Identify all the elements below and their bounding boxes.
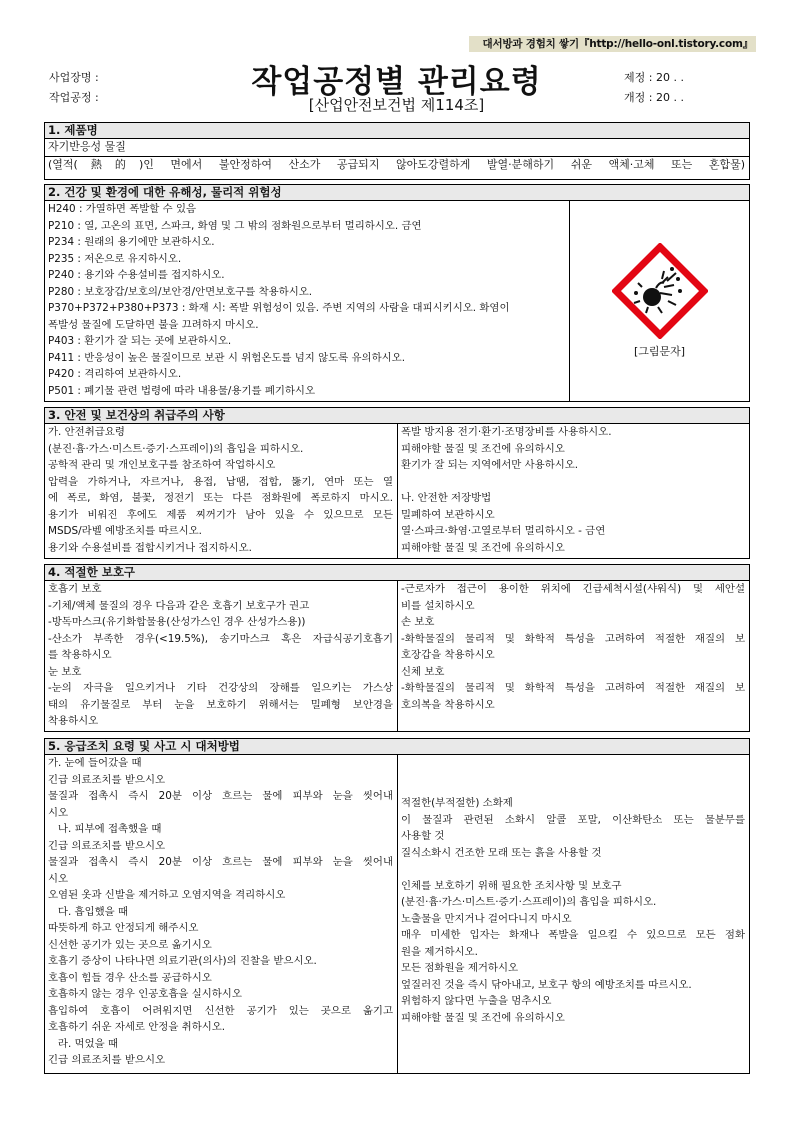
hazard-line: H240 : 가열하면 폭발할 수 있음 (48, 203, 197, 215)
text-line: -방독마스크(유기화합물용(산성가스인 경우 산성가스용)) (48, 616, 306, 628)
product-description: (열적(熱的)인 면에서 불안정하여 산소가 공급되지 않아도강렬하게 발열·분해하기 쉬운 액체·고체 또는 혼합물) (45, 156, 749, 174)
text-line: 이 물질과 관련된 소화시 알콜 포말, 이산화탄소 또는 물분무를 (401, 813, 745, 826)
hazard-line: P370+P372+P380+P373 : 화재 시: 폭발 위험성이 있음. 주변 지역의 사람을 대피시키시오. 화염이 (48, 302, 510, 314)
text-line: -산소가 부족한 경우(<19.5%), 송기마스크 혹은 자급식공기호흡기 (48, 632, 393, 645)
text-line: 를 착용하시오 (48, 649, 112, 661)
text-line: MSDS/라벨 예방조치를 따르시오. (48, 525, 202, 537)
hazard-line: P280 : 보호장갑/보호의/보안경/안면보호구를 착용하시오. (48, 285, 313, 298)
text-line: 물질과 접촉시 즉시 20분 이상 흐르는 물에 피부와 눈을 씻어내 (48, 856, 393, 868)
text-line (398, 474, 749, 491)
text-line: 가. 안전취급요령 (48, 426, 125, 438)
source-banner: 대서방과 경험치 쌓기『http://hello-onl.tistory.com』 (469, 36, 756, 52)
exploding-bomb-ghs-icon (612, 243, 708, 339)
text-line: 나. 피부에 접촉했을 때 (48, 823, 162, 835)
text-line: 태의 유기물질로 부터 눈을 보호하기 위해서는 밀폐형 보안경을 (48, 698, 393, 711)
text-line: 폭발 방지용 전기·환기·조명장비를 사용하시오. (401, 426, 612, 438)
text-line: -화학물질의 물리적 및 화학적 특성을 고려하여 적절한 재질의 보 (401, 682, 745, 694)
first-aid-right-column (397, 755, 749, 1074)
section-first-aid (44, 738, 750, 1074)
pictogram-label: [그림문자] (633, 345, 686, 358)
text-line: -기체/액체 물질의 경우 다음과 같은 호흡기 보호구가 권고 (48, 599, 310, 612)
text-line: 사용할 것 (401, 830, 445, 842)
text-line: 긴급 의료조치를 받으시오 (48, 839, 166, 852)
text-line: 인체를 보호하기 위해 필요한 조치사항 및 보호구 (401, 879, 622, 892)
text-line: 적절한(부적절한) 소화제 (401, 797, 513, 809)
handling-right-column (397, 424, 749, 559)
workplace-label: 사업장명 : (49, 71, 99, 84)
text-line: 피해야할 물질 및 조건에 유의하시오 (401, 541, 565, 554)
text-line: 착용하시오 (48, 715, 99, 727)
text-line: 오염된 옷과 신발을 제거하고 오염지역을 격리하시오 (48, 889, 286, 901)
text-line: 호흡하지 않는 경우 인공호흡을 실시하시오 (48, 988, 242, 1000)
text-line: 손 보호 (401, 616, 435, 628)
text-line: 호의복을 착용하시오 (401, 698, 495, 711)
hazard-line: P420 : 격리하여 보관하시오. (48, 368, 182, 380)
text-line: 환기가 잘 되는 지역에서만 사용하시오. (401, 459, 579, 471)
text-line: 매우 미세한 입자는 화재나 폭발을 일으킬 수 있으므로 모든 점화 (401, 929, 745, 941)
text-line: 위험하지 않다면 누출을 멈추시오 (401, 995, 552, 1007)
hazard-line: 폭발성 물질에 도달하면 불을 끄려하지 마시오. (48, 318, 259, 331)
hazard-line: P501 : 폐기물 관련 법령에 따라 내용물/용기를 폐기하시오 (48, 384, 316, 397)
text-line: 따뜻하게 하고 안정되게 해주시오 (48, 922, 199, 934)
text-line: 모든 점화원을 제거하시오 (401, 962, 519, 974)
section-protective-equipment (44, 564, 750, 732)
text-line: 긴급 의료조치를 받으시오 (48, 773, 166, 786)
hazard-line: P403 : 환기가 잘 되는 곳에 보관하시오. (48, 335, 232, 347)
revise-date-label: 개정 : 20 . . (624, 91, 684, 104)
hazard-line: P240 : 용기와 수용설비를 접지하시오. (48, 269, 225, 281)
product-name: 자기반응성 물질 (48, 140, 126, 153)
text-line: 호장갑을 착용하시오 (401, 649, 495, 661)
text-line: 호흡이 힘들 경우 산소를 공급하시오 (48, 971, 212, 984)
text-line: 시오 (48, 806, 69, 819)
text-line (398, 861, 749, 878)
ppe-left-column (45, 581, 397, 732)
text-line: -화학물질의 물리적 및 화학적 특성을 고려하여 적절한 재질의 보 (401, 632, 745, 645)
section-hazards (44, 184, 750, 402)
section-heading: 2. 건강 및 환경에 대한 유해성, 물리적 위험성 (45, 185, 749, 201)
text-line: -눈의 자극을 일으키거나 기타 건강상의 장해를 일으키는 가스상 (48, 682, 393, 694)
text-line: 호흡하기 쉬운 자세로 안정을 취하시오. (48, 1021, 226, 1033)
process-label: 작업공정 : (49, 91, 99, 104)
pictogram-panel (569, 201, 749, 402)
text-line: 호흡기 증상이 나타나면 의료기관(의사)의 진찰을 받으시오. (48, 955, 317, 967)
section-heading: 3. 안전 및 보건상의 취급주의 사항 (45, 408, 749, 424)
text-line: 원을 제거하시오. (401, 945, 478, 958)
text-line: 에 폭로, 화염, 불꽃, 정전기 또는 다른 점화원에 폭로하지 마시오. (48, 492, 393, 504)
text-line: 호흡기 보호 (48, 583, 102, 595)
text-line: 신선한 공기가 있는 곳으로 옮기시오 (48, 938, 212, 951)
section-product-name (44, 122, 750, 180)
enact-date-label: 제정 : 20 . . (624, 71, 684, 84)
handling-left-column (45, 424, 397, 559)
text-line: 흡입하여 호흡이 어려워지면 신선한 공기가 있는 곳으로 옮기고 (48, 1004, 393, 1017)
hazard-line: P210 : 열, 고온의 표면, 스파크, 화염 및 그 밖의 점화원으로부터 멀리하시오. 금연 (48, 219, 422, 232)
first-aid-left-column (45, 755, 397, 1074)
text-line: (분진·흄·가스·미스트·증기·스프레이)의 흡입을 피하시오. (401, 896, 657, 908)
page-subtitle: [산업안전보건법 제114조] (308, 96, 485, 114)
hazard-line: P235 : 저온으로 유지하시오. (48, 252, 182, 265)
hazard-line: P234 : 원래의 용기에만 보관하시오. (48, 236, 215, 248)
text-line: 용기가 비워진 후에도 제품 찌꺼기가 남아 있을 수 있으므로 모든 (48, 508, 393, 521)
page-title: 작업공정별 관리요령 (251, 64, 542, 100)
hazard-statements (45, 201, 569, 402)
text-line: 질식소화시 건조한 모래 또는 흙을 사용할 것 (401, 846, 602, 859)
text-line: 용기와 수용설비를 접합시키거나 접지하시오. (48, 541, 252, 554)
text-line: 밀폐하여 보관하시오 (401, 508, 495, 521)
section-heading: 1. 제품명 (45, 123, 749, 139)
text-line: 비를 설치하시오 (401, 599, 475, 612)
section-handling (44, 407, 750, 559)
text-line: 나. 안전한 저장방법 (401, 492, 492, 504)
hazard-line: P411 : 반응성이 높은 물질이므로 보관 시 위험온도를 넘지 않도록 유의하시오. (48, 351, 406, 364)
text-line: 가. 눈에 들어갔을 때 (48, 757, 142, 769)
text-line: 물질과 접촉시 즉시 20분 이상 흐르는 물에 피부와 눈을 씻어내 (48, 790, 393, 802)
text-line: 다. 흡입했을 때 (48, 905, 129, 918)
text-line: (분진·흄·가스·미스트·증기·스프레이)의 흡입을 피하시오. (48, 442, 304, 455)
text-line: 신체 보호 (401, 665, 445, 678)
text-line: 시오 (48, 872, 69, 885)
text-line: -근로자가 접근이 용이한 위치에 긴급세척시설(샤워식) 및 세안설 (401, 583, 745, 595)
text-line: 압력을 가하거나, 자르거나, 용접, 납땜, 접합, 뚫기, 연마 또는 열 (48, 475, 393, 488)
text-line: 공학적 관리 및 개인보호구를 참조하여 작업하시오 (48, 459, 276, 471)
text-line: 노출물을 만지거나 걸어다니지 마시오 (401, 912, 572, 925)
section-heading: 5. 응급조치 요령 및 사고 시 대처방법 (45, 739, 749, 755)
section-heading: 4. 적절한 보호구 (45, 565, 749, 581)
text-line: 엎질러진 것을 즉시 닦아내고, 보호구 항의 예방조치를 따르시오. (401, 978, 692, 991)
text-line: 라. 먹었을 때 (48, 1037, 119, 1050)
text-line: 눈 보호 (48, 665, 82, 678)
text-line: 긴급 의료조치를 받으시오 (48, 1054, 166, 1066)
ppe-right-column (397, 581, 749, 732)
text-line: 열·스파크·화염·고열로부터 멀리하시오 - 금연 (401, 525, 606, 537)
text-line: 피해야할 물질 및 조건에 유의하시오 (401, 442, 565, 455)
text-line: 피해야할 물질 및 조건에 유의하시오 (401, 1011, 565, 1024)
